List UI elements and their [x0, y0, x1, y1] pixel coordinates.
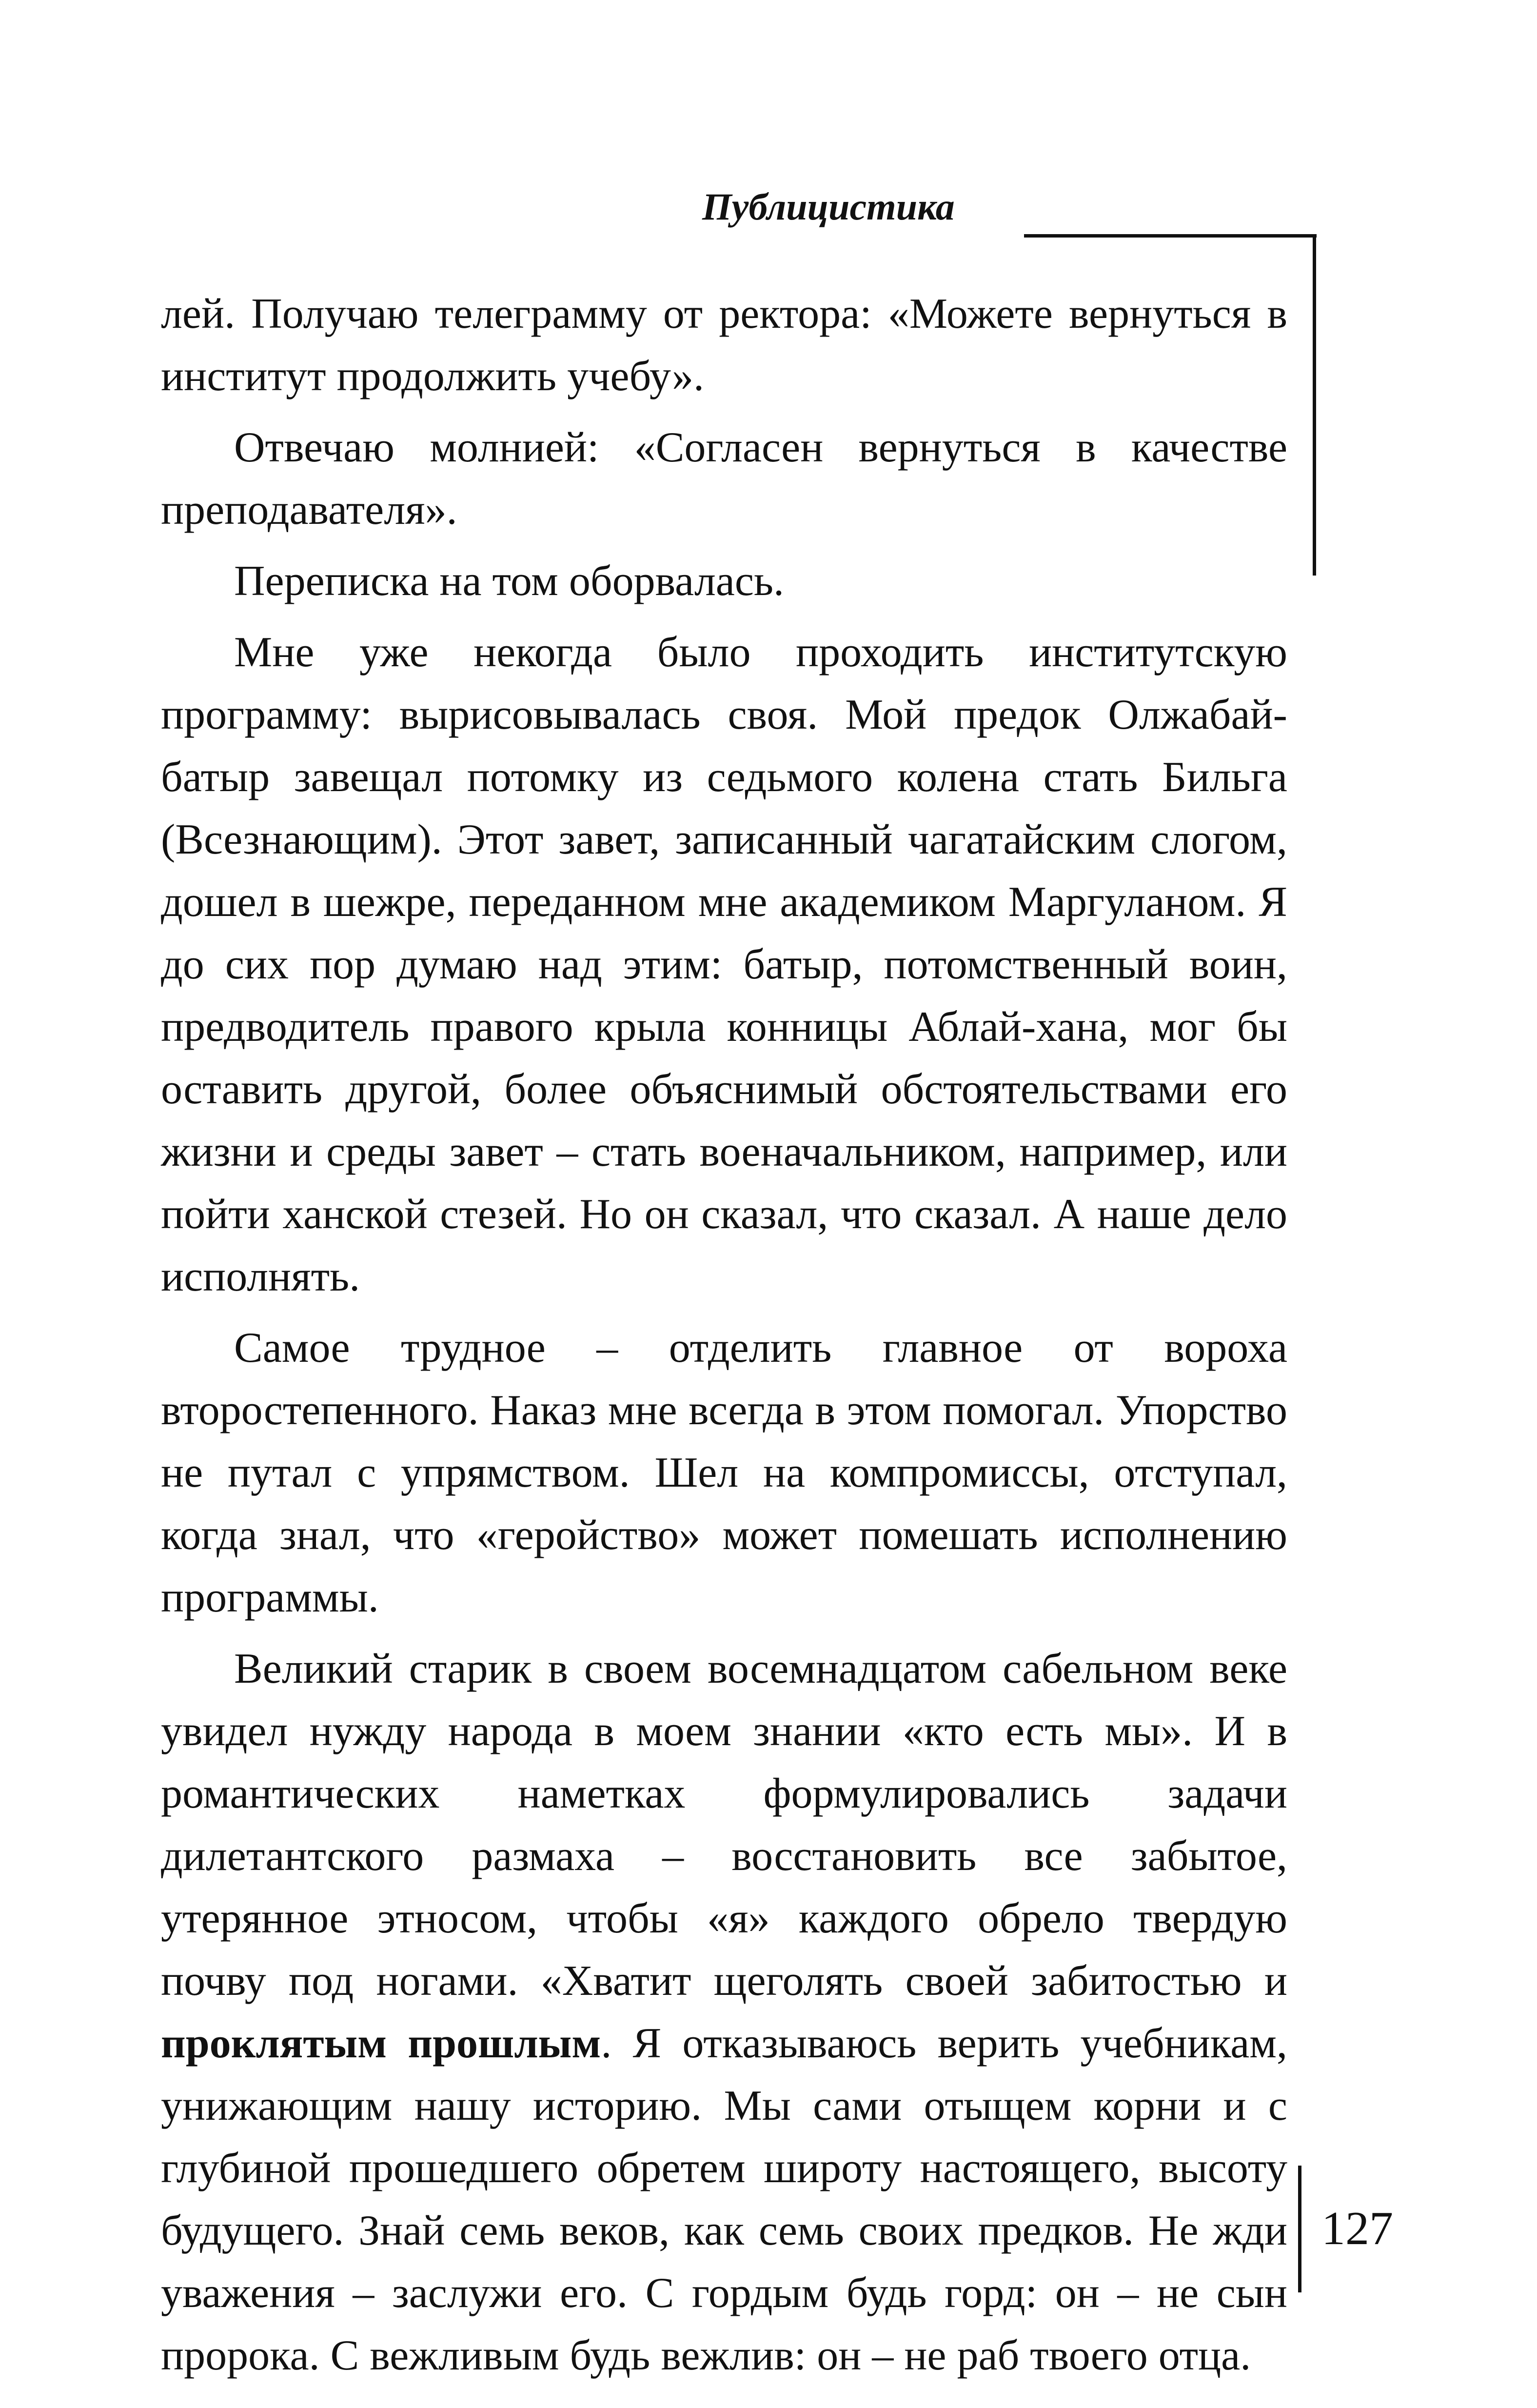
- text-body: [161, 283, 1287, 2387]
- running-head: Публицистика: [702, 185, 955, 228]
- paragraph: Самое трудное – отделить главное от вороха второстепенного. Наказ мне всегда в этом помогал. Упорство не путал с упрямством. Шел на компромиссы, отступал, когда знал, что «геройство» может помешать исполнению программы.: [161, 1324, 1287, 1621]
- page-number: 127: [1321, 2202, 1393, 2255]
- paragraph: Отвечаю молнией: «Согласен вернуться в качестве преподавателя».: [161, 424, 1287, 534]
- header-rule: [1024, 234, 1317, 238]
- paragraph: Мне уже некогда было проходить институтскую программу: вырисовывалась своя. Мой предок Олжабай-батыр завещал потомку из седьмого колена стать Бильга (Всезнающим). Этот завет, записанный чагатайским слогом, дошел в шежре, переданном мне академиком Маргуланом. Я до сих пор думаю над этим: батыр, потомственный воин, предводитель правого крыла конницы Аблай-хана, мог бы оставить другой, более объяснимый обстоятельствами его жизни и среды завет – стать военачальником, например, или пойти ханской стезей. Но он сказал, что сказал. А наше дело исполнять.: [161, 629, 1287, 1300]
- text-span: . Я отказываюсь верить учебникам, унижающим нашу историю. Мы сами отыщем корни и с глубиной прошедшего обретем широту настоящего, высоту будущего. Знай семь веков, как семь своих предков. Не жди уважения – заслужи его. С гордым будь горд: он – не сын пророка. С вежливым будь вежлив: он – не раб твоего отца.: [161, 2020, 1287, 2379]
- paragraph-continued: лей. Получаю телеграмму от ректора: «Можете вернуться в институт продолжить учебу».: [161, 290, 1287, 400]
- margin-bar-top: [1313, 234, 1316, 576]
- text-span: Великий старик в своем восемнадцатом сабельном веке увидел нужду народа в моем знании «кто есть мы». И в романтических наметках формулировались задачи дилетантского размаха – восстановить все забытое, утерянное этносом, чтобы «я» каждого обрело твердую почву под ногами. «Хватит щеголять своей забитостью и: [161, 1645, 1287, 2005]
- margin-bar-bottom: [1298, 2166, 1301, 2292]
- bold-phrase: проклятым прошлым: [161, 2020, 601, 2067]
- paragraph: Переписка на том оборвалась.: [234, 557, 785, 605]
- paragraph-last: [161, 1638, 1287, 2387]
